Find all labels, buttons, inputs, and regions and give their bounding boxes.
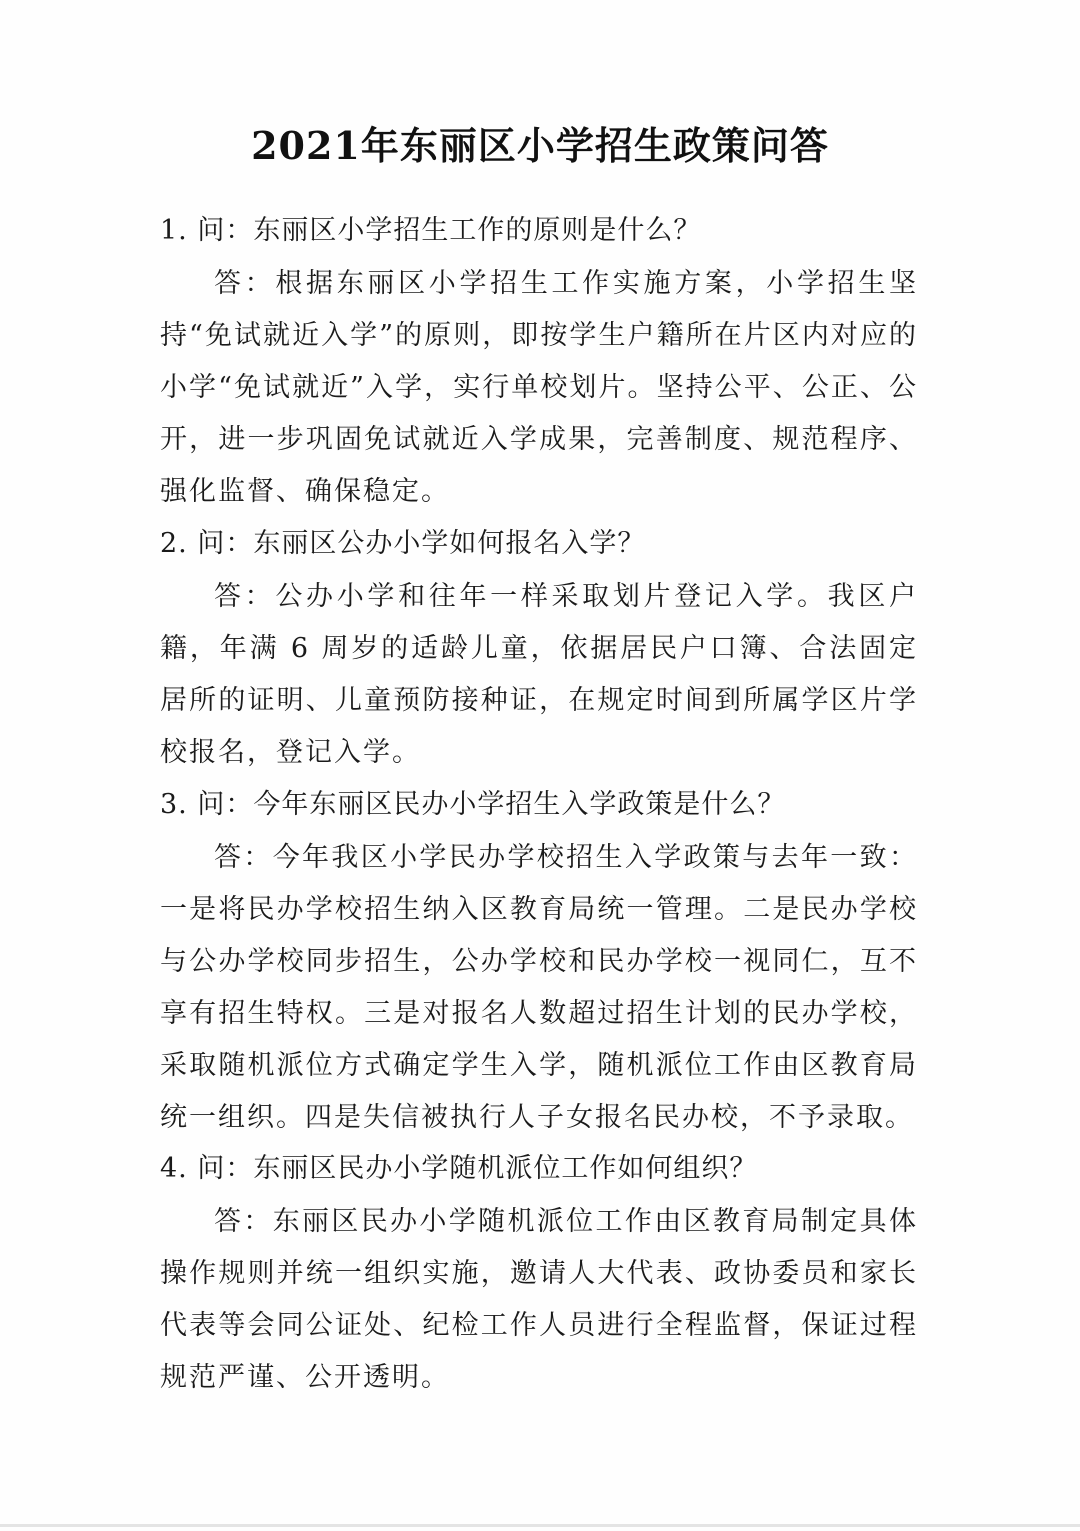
- answer-2: 答：公办小学和往年一样采取划片登记入学。我区户籍，年满 6 周岁的适龄儿童，依据居民户口簿、合法固定居所的证明、儿童预防接种证，在规定时间到所属学区片学校报名，登记入学。: [160, 581, 918, 768]
- question-2: 2. 问：东丽区公办小学如何报名入学？: [160, 528, 646, 559]
- answer-3: 答：今年我区小学民办学校招生入学政策与去年一致：一是将民办学校招生纳入区教育局统一管理。二是民办学校与公办学校同步招生，公办学校和民办学校一视同仁，互不享有招生特权。三是对报名人数超过招生计划的民办学校，采取随机派位方式确定学生入学，随机派位工作由区教育局统一组织。四是失信被执行人子女报名民办校，不予录取。: [160, 842, 918, 1133]
- page-title: 2021年东丽区小学招生政策问答: [251, 123, 829, 168]
- question-4: 4. 问：东丽区民办小学随机派位工作如何组织？: [160, 1153, 758, 1184]
- question-3: 3. 问：今年东丽区民办小学招生入学政策是什么？: [160, 789, 786, 820]
- scan-edge-divider: [0, 1524, 1080, 1527]
- question-1: 1. 问：东丽区小学招生工作的原则是什么？: [160, 215, 702, 246]
- answer-1: 答：根据东丽区小学招生工作实施方案，小学招生坚持“免试就近入学”的原则，即按学生户籍所在片区内对应的小学“免试就近”入学，实行单校划片。坚持公平、公正、公开，进一步巩固免试就近入学成果，完善制度、规范程序、强化监督、确保稳定。: [160, 268, 918, 507]
- answer-4: 答：东丽区民办小学随机派位工作由区教育局制定具体操作规则并统一组织实施，邀请人大代表、政协委员和家长代表等会同公证处、纪检工作人员进行全程监督，保证过程规范严谨、公开透明。: [160, 1206, 918, 1393]
